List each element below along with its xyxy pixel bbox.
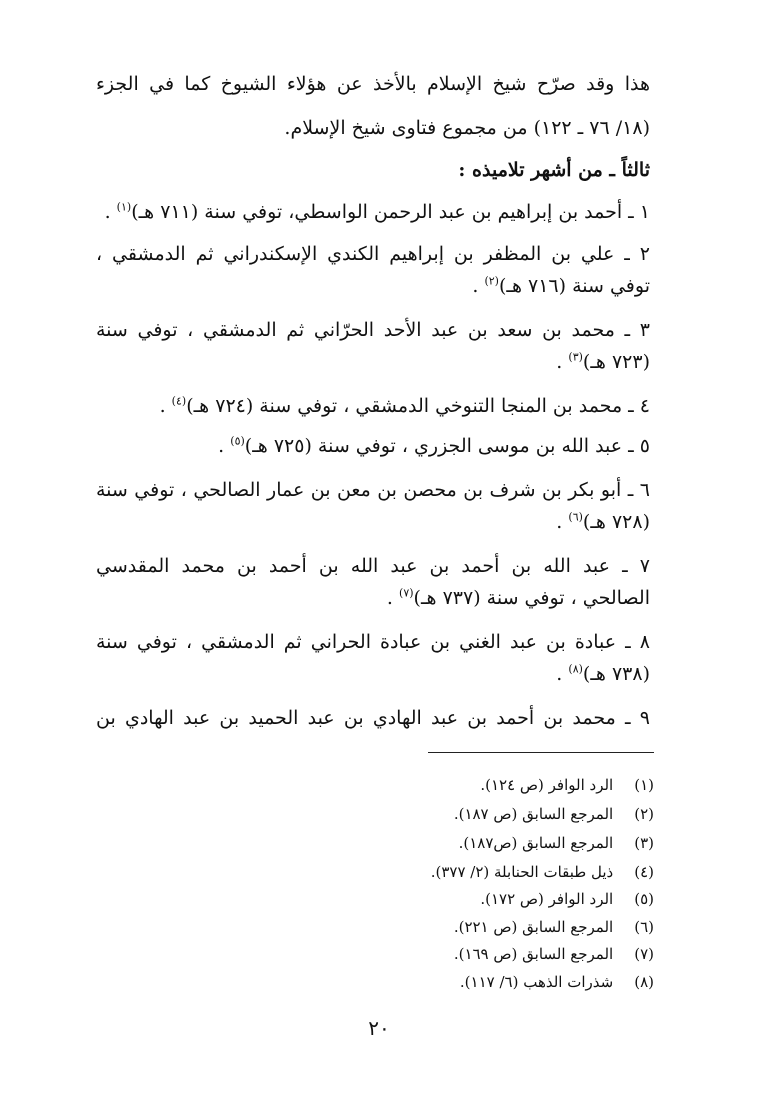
student-tail: . <box>556 511 563 533</box>
student-text: (٧٢٨ هـ) <box>582 511 650 533</box>
student-tail: . <box>386 587 393 609</box>
student-2-line-2 <box>96 272 650 300</box>
intro-line-1: هذا وقد صرّح شيخ الإسلام بالأخذ عن هؤلاء الشيوخ كما في الجزء <box>96 73 650 95</box>
footnote-1 <box>200 774 654 796</box>
footnote-separator <box>428 752 654 753</box>
student-9-line-1: ٩ ـ محمد بن أحمد بن عبد الهادي بن عبد الحميد بن عبد الهادي بن <box>96 707 650 729</box>
footnote-3 <box>200 832 654 854</box>
student-2-line-1: ٢ ـ علي بن المظفر بن إبراهيم الكندي الإسكندراني ثم الدمشقي ، <box>96 243 650 265</box>
intro-line-2: (١٨/ ٧٦ ـ ١٢٢) من مجموع فتاوى شيخ الإسلام. <box>284 117 650 139</box>
footnote-ref: (٤) <box>171 394 187 408</box>
student-tail: . <box>556 351 563 373</box>
student-text: ١ ـ أحمد بن إبراهيم بن عبد الرحمن الواسطي، توفي سنة (٧١١ هـ) <box>131 201 650 223</box>
footnote-number: (٣) <box>634 834 654 852</box>
student-text: (٧٢٣ هـ) <box>582 351 650 373</box>
student-6-line-2 <box>96 508 650 536</box>
student-1 <box>96 198 650 226</box>
footnote-number: (٦) <box>634 918 654 936</box>
footnote-number: (٥) <box>634 890 654 908</box>
footnote-number: (٤) <box>634 863 654 881</box>
student-text: الصالحي ، توفي سنة (٧٣٧ هـ) <box>413 587 650 609</box>
student-4 <box>96 392 650 420</box>
footnote-ref: (١) <box>116 200 132 214</box>
student-tail: . <box>218 435 225 457</box>
student-5 <box>96 432 650 460</box>
footnote-ref: (٧) <box>399 586 414 600</box>
footnote-ref: (٣) <box>568 350 583 364</box>
student-tail: . <box>159 395 166 417</box>
student-tail: . <box>104 201 111 223</box>
page-number: ٢٠ <box>368 1016 390 1040</box>
student-text: توفي سنة (٧١٦ هـ) <box>498 275 650 297</box>
student-tail: . <box>472 275 479 297</box>
footnote-ref: (٦) <box>568 510 583 524</box>
footnote-number: (٢) <box>634 805 654 823</box>
footnote-7 <box>200 943 654 965</box>
footnote-text: شذرات الذهب (٦/ ١١٧). <box>459 973 614 991</box>
footnote-text: المرجع السابق (ص ١٦٩). <box>453 945 614 963</box>
footnote-number: (١) <box>634 776 654 794</box>
footnote-text: المرجع السابق (ص١٨٧). <box>458 834 614 852</box>
footnote-5 <box>200 888 654 910</box>
footnote-text: الرد الوافر (ص ١٢٤). <box>480 776 614 794</box>
footnote-number: (٨) <box>634 973 654 991</box>
footnote-ref: (٨) <box>568 662 583 676</box>
footnote-4 <box>200 861 654 883</box>
footnote-8 <box>200 971 654 993</box>
student-3-line-1: ٣ ـ محمد بن سعد بن عبد الأحد الحرّاني ثم الدمشقي ، توفي سنة <box>96 319 650 341</box>
student-text: ٥ ـ عبد الله بن موسى الجزري ، توفي سنة (٧٢٥ هـ) <box>244 435 650 457</box>
footnote-2 <box>200 803 654 825</box>
footnote-ref: (٥) <box>230 434 245 448</box>
student-7-line-1: ٧ ـ عبد الله بن أحمد بن عبد الله بن أحمد بن محمد المقدسي <box>96 555 650 577</box>
footnote-text: الرد الوافر (ص ١٧٢). <box>480 890 614 908</box>
footnote-ref: (٢) <box>484 274 499 288</box>
student-7-line-2 <box>96 584 650 612</box>
section-heading: ثالثاً ـ من أشهر تلاميذه : <box>458 159 650 181</box>
footnote-text: ذيل طبقات الحنابلة (٢/ ٣٧٧). <box>430 863 614 881</box>
student-8-line-1: ٨ ـ عبادة بن عبد الغني بن عبادة الحراني ثم الدمشقي ، توفي سنة <box>96 631 650 653</box>
student-text: ٤ ـ محمد بن المنجا التنوخي الدمشقي ، توفي سنة (٧٢٤ هـ) <box>186 395 650 417</box>
footnote-text: المرجع السابق (ص ١٨٧). <box>453 805 614 823</box>
student-tail: . <box>556 663 563 685</box>
student-text: (٧٣٨ هـ) <box>582 663 650 685</box>
student-3-line-2 <box>96 348 650 376</box>
footnote-6 <box>200 916 654 938</box>
student-8-line-2 <box>96 660 650 688</box>
footnote-text: المرجع السابق (ص ٢٢١). <box>453 918 614 936</box>
student-6-line-1: ٦ ـ أبو بكر بن شرف بن محصن بن معن بن عمار الصالحي ، توفي سنة <box>96 479 650 501</box>
footnote-number: (٧) <box>634 945 654 963</box>
